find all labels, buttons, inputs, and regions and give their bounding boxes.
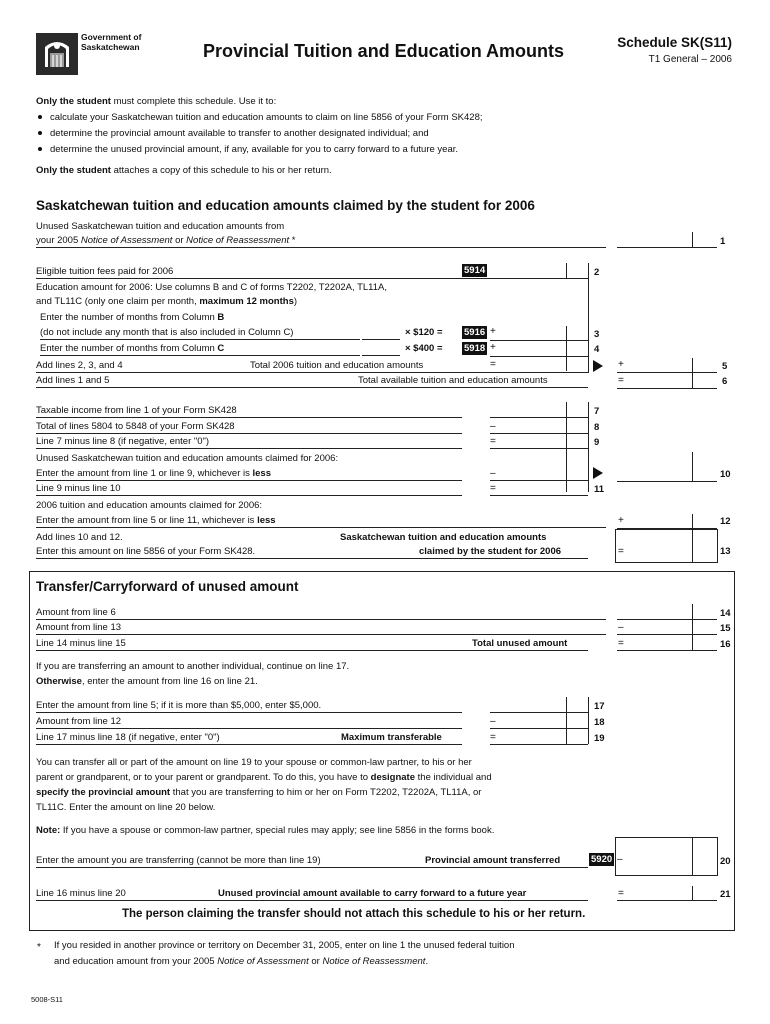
line12-label-b	[36, 516, 276, 526]
line21-total-label: Unused provincial amount available to carry forward to a future year	[218, 888, 527, 899]
line19-label: Line 17 minus line 18 (if negative, enter "0")	[36, 732, 220, 743]
note-bold: Note:	[36, 825, 61, 836]
line10-label-b	[36, 469, 271, 479]
line-number-7: 7	[594, 406, 600, 417]
line-number-12: 12	[720, 516, 731, 527]
footnote-notice-reassessment: Notice of Reassessment	[322, 956, 426, 967]
line8-label: Total of lines 5804 to 5848 of your Form SK428	[36, 421, 235, 432]
equals-sign: =	[490, 359, 496, 370]
line4-months-field[interactable]	[362, 355, 400, 356]
line18-amount-field[interactable]	[490, 728, 588, 729]
line15-underline	[36, 634, 606, 635]
education-amount-label-a: Education amount for 2006: Use columns B and C of forms T2202, T2202A, TL11A,	[36, 282, 387, 293]
line-number-13: 13	[720, 546, 731, 557]
line2-amount-field[interactable]	[490, 278, 588, 279]
line1-text: your 2005	[36, 235, 81, 246]
intro-bullet-2: determine the provincial amount available to transfer to another designated individual; and	[50, 128, 429, 139]
footnote-star-marker: *	[37, 942, 41, 953]
footnote-star: *	[289, 235, 296, 246]
footnote-or: or	[308, 956, 323, 967]
line3-months-field[interactable]	[362, 339, 400, 340]
line-number-9: 9	[594, 437, 600, 448]
line1-label-b	[36, 236, 295, 246]
attach-instruction	[36, 166, 332, 176]
edu-close: )	[293, 296, 298, 307]
line16-amount-field[interactable]	[617, 650, 717, 651]
closing-statement: The person claiming the transfer should not attach this schedule to his or her return.	[122, 908, 586, 920]
line20-cents-divider	[692, 837, 693, 875]
line6-label: Add lines 1 and 5	[36, 375, 110, 386]
line10-cents-divider	[692, 452, 693, 481]
otherwise-text: , enter the amount from line 16 on line 21.	[81, 676, 258, 687]
line13-total-a: Saskatchewan tuition and education amounts	[340, 532, 547, 543]
transfer-text-end: the individual and	[415, 772, 492, 783]
line5-underline	[36, 372, 588, 373]
line11-underline	[36, 495, 462, 496]
line14-amount-field[interactable]	[617, 619, 717, 620]
specify-text: that you are transferring to him or her on Form T2202, T2202A, TL11A, or	[170, 787, 482, 798]
transfer-instruction-1: If you are transferring an amount to another individual, continue on line 17.	[36, 661, 350, 672]
transfer-section	[29, 571, 735, 931]
intro-bullet-3: determine the unused provincial amount, if any, available for you to carry forward to a future year.	[50, 144, 459, 155]
line3-label-a	[40, 313, 224, 323]
coat-of-arms-icon	[36, 33, 78, 75]
equals-sign: =	[618, 375, 624, 386]
line3-underline	[40, 339, 360, 340]
line14-label: Amount from line 6	[36, 607, 116, 618]
line3-bold: B	[217, 312, 225, 323]
line7-amount-field[interactable]	[490, 417, 588, 418]
line-number-5: 5	[722, 361, 728, 372]
bullet-icon	[38, 115, 42, 119]
line19-underline	[36, 744, 462, 745]
education-amount-label-b	[36, 297, 297, 307]
equals-sign: =	[618, 638, 624, 649]
line9-amount-field[interactable]	[490, 448, 588, 449]
code-5918: 5918	[464, 343, 486, 354]
line10-underline	[36, 480, 462, 481]
edu-bold: maximum 12 months	[199, 296, 294, 307]
footnote-line-a: If you resided in another province or territory on December 31, 2005, enter on line 1 the unused federal tuition	[54, 940, 515, 951]
line8-underline	[36, 433, 462, 434]
line-number-21: 21	[720, 889, 731, 900]
line-number-19: 19	[594, 733, 605, 744]
line13-label-b: Enter this amount on line 5856 of your Form SK428.	[36, 546, 256, 557]
line12-underline	[36, 527, 606, 528]
equals-sign: =	[490, 436, 496, 447]
line-number-10: 10	[720, 469, 731, 480]
line-number-4: 4	[594, 344, 600, 355]
line1-label-a: Unused Saskatchewan tuition and education amounts from	[36, 221, 285, 232]
line6-total-label: Total available tuition and education amounts	[358, 375, 548, 386]
line6-amount-field[interactable]	[617, 388, 717, 389]
specify-bold: specify the provincial amount	[36, 787, 171, 798]
multiplier-400: × $400 =	[405, 343, 443, 354]
line6-underline	[36, 387, 588, 388]
line18-underline	[36, 728, 462, 729]
transfer-instruction-2	[36, 677, 258, 687]
line5-label: Add lines 2, 3, and 4	[36, 360, 123, 371]
line11-label: Line 9 minus line 10	[36, 483, 121, 494]
section1-heading: Saskatchewan tuition and education amounts claimed by the student for 2006	[36, 198, 535, 213]
minus-sign: –	[490, 421, 496, 432]
line9-label: Line 7 minus line 8 (if negative, enter "0")	[36, 436, 210, 447]
line17-underline	[36, 712, 462, 713]
line15-label: Amount from line 13	[36, 622, 122, 633]
line15-amount-field[interactable]	[617, 634, 717, 635]
lines17-19-cents-divider	[566, 697, 567, 744]
intro-bullet-1: calculate your Saskatchewan tuition and education amounts to claim on line 5856 of your Form SK428;	[50, 112, 483, 123]
line5-amount-field[interactable]	[617, 372, 717, 373]
intro-paragraph	[36, 97, 276, 107]
line21-underline	[36, 900, 588, 901]
line10-label-a: Unused Saskatchewan tuition and education amounts claimed for 2006:	[36, 453, 339, 464]
column-divider	[588, 263, 589, 373]
line21-amount-field[interactable]	[617, 900, 717, 901]
note-text: If you have a spouse or common-law partner, special rules may apply; see line 5856 in the forms book.	[60, 825, 495, 836]
form-subtitle: T1 General – 2006	[648, 54, 732, 65]
line13-label-a: Add lines 10 and 12.	[36, 532, 123, 543]
line1-underline	[36, 247, 606, 248]
line2-cents-divider	[566, 263, 567, 278]
equals-sign: =	[490, 483, 496, 494]
plus-sign: +	[618, 515, 624, 526]
line17-amount-field[interactable]	[490, 712, 588, 713]
line13-amount-box[interactable]	[615, 529, 718, 563]
line-number-15: 15	[720, 623, 731, 634]
line18-label: Amount from line 12	[36, 716, 122, 727]
lines14-16-cents-divider	[692, 604, 693, 650]
code-5914: 5914	[464, 265, 486, 276]
footnote-line-b	[54, 957, 428, 967]
line-number-16: 16	[720, 639, 731, 650]
line13-total-b: claimed by the student for 2006	[419, 546, 562, 557]
line19-total-label: Maximum transferable	[341, 732, 442, 743]
line20-total-label: Provincial amount transferred	[425, 855, 561, 866]
plus-sign: +	[490, 326, 496, 337]
minus-sign: –	[490, 716, 496, 727]
line4-text: Enter the number of months from Column	[40, 343, 218, 354]
equals-sign: =	[490, 732, 496, 743]
transfer-paragraph-1: You can transfer all or part of the amount on line 19 to your spouse or common-law partner, to his or her	[36, 757, 472, 768]
line12-cents-divider	[692, 514, 693, 528]
footnote-period: .	[425, 956, 429, 967]
line16-label: Line 14 minus line 15	[36, 638, 126, 649]
line4-bold: C	[217, 343, 225, 354]
gov-name-line2: Saskatchewan	[81, 42, 140, 52]
line13-underline	[36, 558, 588, 559]
code-5916: 5916	[464, 327, 486, 338]
line-number-20: 20	[720, 856, 731, 867]
equals-sign: =	[618, 888, 624, 899]
form-code: 5008-S11	[31, 995, 63, 1004]
line11-amount-field[interactable]	[490, 495, 588, 496]
line-number-18: 18	[594, 717, 605, 728]
line2-label: Eligible tuition fees paid for 2006	[36, 266, 174, 277]
otherwise-bold: Otherwise	[36, 676, 82, 687]
line21-label: Line 16 minus line 20	[36, 888, 126, 899]
multiplier-120: × $120 =	[405, 327, 443, 338]
line10-amount-field[interactable]	[490, 480, 588, 481]
bullet-icon	[38, 131, 42, 135]
line20-amount-box[interactable]	[615, 837, 718, 876]
lines7-11-cents-divider	[566, 402, 567, 492]
gov-name-line1: Government of	[81, 32, 142, 42]
code-5920: 5920	[591, 854, 613, 865]
intro-text: must complete this schedule. Use it to:	[110, 96, 277, 107]
line8-amount-field[interactable]	[490, 433, 588, 434]
line-number-3: 3	[594, 329, 600, 340]
lines7-11-right-border	[588, 402, 589, 492]
bullet-icon	[38, 147, 42, 151]
line10-right-field[interactable]	[617, 481, 717, 482]
plus-sign: +	[490, 342, 496, 353]
attach-bold: Only the student	[36, 165, 111, 176]
line-number-2: 2	[594, 267, 600, 278]
edu-text: and TL11C (only one claim per month,	[36, 296, 200, 307]
line16-total-label: Total unused amount	[472, 638, 568, 649]
footnote-text: and education amount from your 2005	[54, 956, 218, 967]
plus-sign: +	[618, 359, 624, 370]
transfer-paragraph-3	[36, 788, 481, 798]
arrow-right-icon	[593, 467, 603, 479]
line17-label: Enter the amount from line 5; if it is more than $5,000, enter $5,000.	[36, 700, 322, 711]
line4-underline	[40, 355, 360, 356]
line-number-1: 1	[720, 236, 726, 247]
section2-heading: Transfer/Carryforward of unused amount	[36, 579, 299, 594]
line4-label	[40, 344, 224, 354]
line12-label-a: 2006 tuition and education amounts claimed for 2006:	[36, 500, 263, 511]
line-number-11: 11	[594, 484, 605, 495]
line4-amount-field[interactable]	[490, 356, 588, 357]
line3-label-b: (do not include any month that is also included in Column C)	[40, 327, 294, 338]
line-number-8: 8	[594, 422, 600, 433]
lines17-19-right-border	[588, 697, 589, 744]
notice-of-assessment: Notice of Assessment	[80, 235, 173, 246]
transfer-paragraph-4: TL11C. Enter the amount on line 20 below.	[36, 802, 216, 813]
line5-total-label: Total 2006 tuition and education amounts	[250, 360, 424, 371]
line5-cents-divider	[692, 358, 693, 388]
line12-text: Enter the amount from line 5 or line 11, whichever is	[36, 515, 258, 526]
line13-cents-divider	[692, 529, 693, 562]
note	[36, 826, 494, 836]
line7-label: Taxable income from line 1 of your Form SK428	[36, 405, 237, 416]
line19-amount-field[interactable]	[490, 744, 588, 745]
line3-text: Enter the number of months from Column	[40, 312, 218, 323]
line-number-6: 6	[722, 376, 728, 387]
line1-or: or	[172, 235, 187, 246]
line10-bold: less	[252, 468, 271, 479]
line21-cents-divider	[692, 886, 693, 900]
line1-amount-field[interactable]	[617, 247, 717, 248]
transfer-text: parent or grandparent, or to your parent or grandparent. To do this, you have to	[36, 772, 371, 783]
attach-text: attaches a copy of this schedule to his or her return.	[110, 165, 332, 176]
transfer-paragraph-2	[36, 773, 492, 783]
line10-text: Enter the amount from line 1 or line 9, whichever is	[36, 468, 253, 479]
schedule-label: Schedule SK(S11)	[617, 35, 732, 50]
designate-bold: designate	[370, 772, 416, 783]
line20-label: Enter the amount you are transferring (cannot be more than line 19)	[36, 855, 321, 866]
notice-of-reassessment: Notice of Reassessment	[186, 235, 290, 246]
line1-cents-divider	[692, 232, 693, 247]
line4-cents-divider	[566, 326, 567, 371]
line16-underline	[36, 650, 588, 651]
line-number-14: 14	[720, 608, 731, 619]
line20-underline	[36, 867, 588, 868]
line14-underline	[36, 619, 606, 620]
equals-sign: =	[618, 546, 624, 557]
minus-sign: –	[490, 468, 496, 479]
line12-bold: less	[257, 515, 276, 526]
line9-underline	[36, 448, 462, 449]
line3-amount-field[interactable]	[490, 340, 588, 341]
line7-underline	[36, 417, 462, 418]
minus-sign: –	[617, 854, 623, 865]
footnote-notice-assessment: Notice of Assessment	[217, 956, 309, 967]
line-number-17: 17	[594, 701, 605, 712]
arrow-right-icon	[593, 360, 603, 372]
form-title: Provincial Tuition and Education Amounts	[203, 41, 565, 61]
minus-sign: –	[618, 622, 624, 633]
intro-bold: Only the student	[36, 96, 111, 107]
government-logo	[36, 33, 78, 75]
